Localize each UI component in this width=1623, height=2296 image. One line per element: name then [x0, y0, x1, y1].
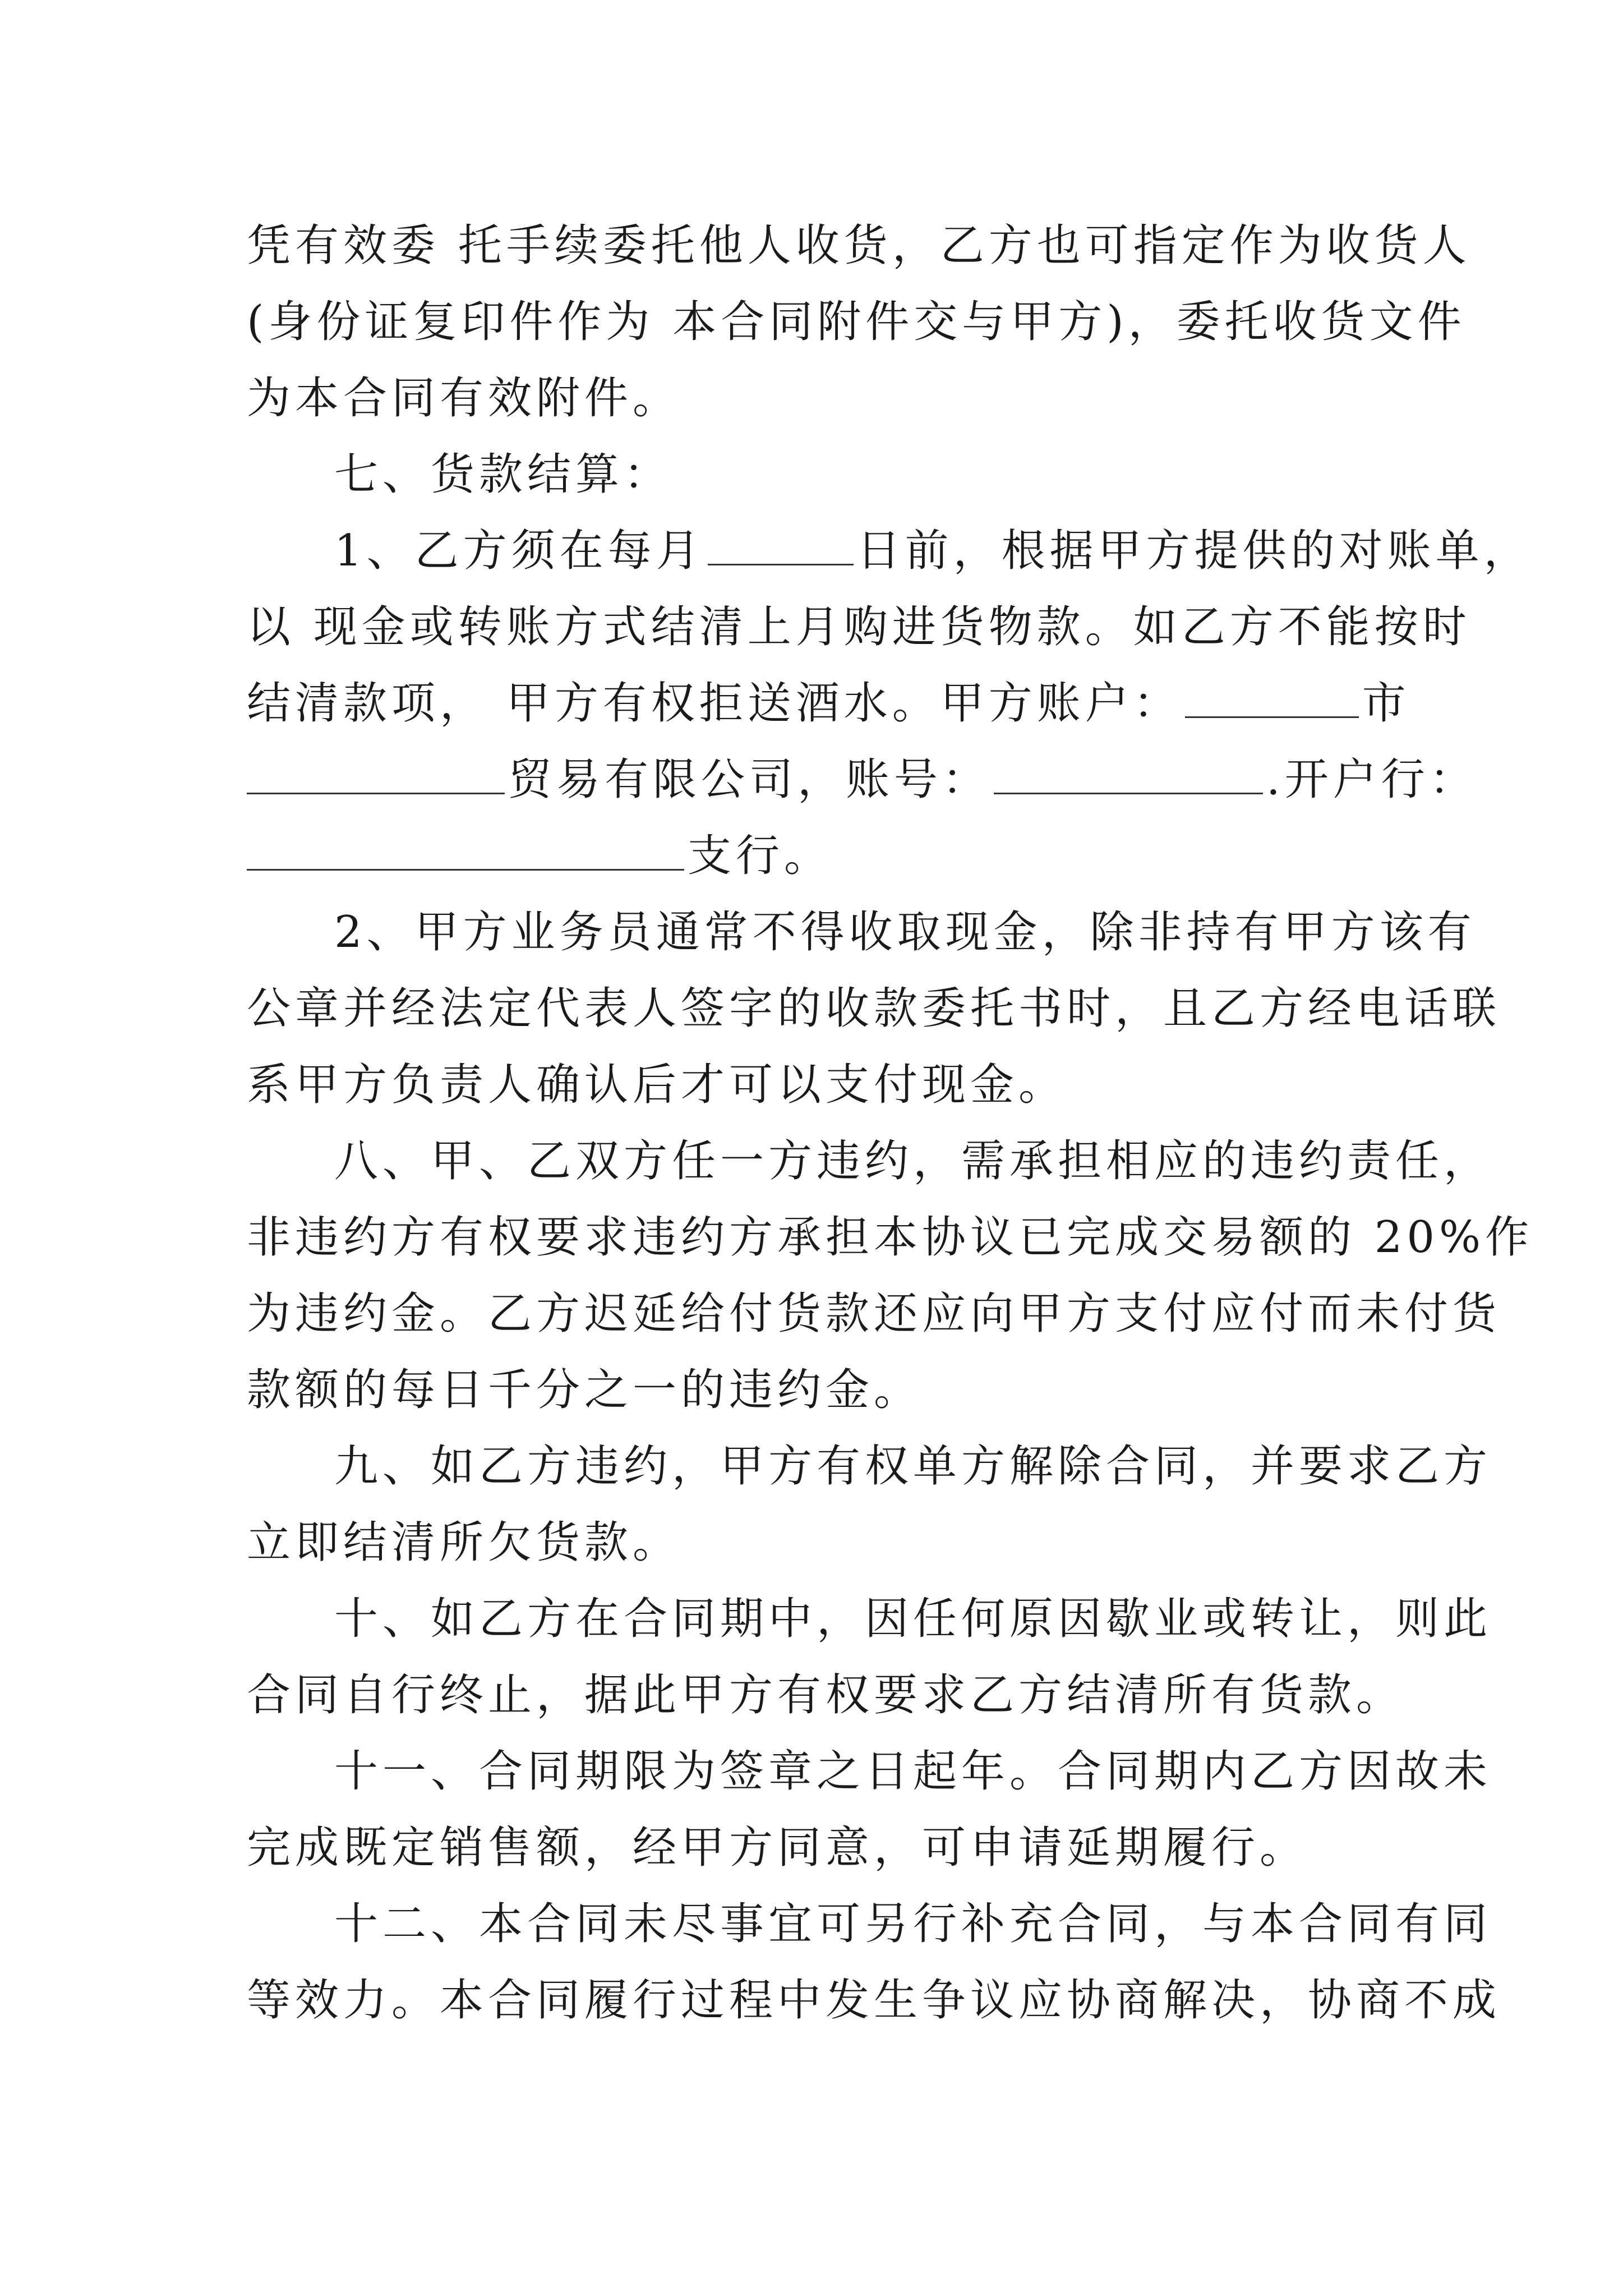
text-line: [247, 665, 1410, 742]
blank-field-account: [994, 753, 1263, 794]
text-segment: 结清款项， 甲方有权拒送酒水。甲方账户：: [247, 678, 1182, 729]
text-segment: 支行。: [688, 831, 833, 881]
text-segment: 贸易有限公司，账号：: [508, 754, 991, 805]
text-line: 合同自行终止，据此甲方有权要求乙方结清所有货款。: [247, 1670, 1405, 1720]
text-segment: .开户行：: [1266, 754, 1478, 805]
text-line: 款额的每日千分之一的违约金。: [247, 1365, 923, 1415]
blank-field-bank: [247, 830, 684, 871]
text-line: [247, 513, 1532, 589]
text-line: 2、甲方业务员通常不得收取现金，除非持有甲方该有: [334, 907, 1476, 958]
text-line: 十、如乙方在合同期中，因任何原因歇业或转让，则此: [334, 1594, 1492, 1644]
text-line: 凭有效委 托手续委托他人收货，乙方也可指定作为收货人: [247, 220, 1471, 271]
text-line: 九、如乙方违约，甲方有权单方解除合同，并要求乙方: [334, 1441, 1492, 1492]
contract-text: [247, 208, 1534, 2039]
text-line: 八、甲、乙双方任一方违约，需承担相应的违约责任，: [334, 1136, 1492, 1186]
blank-field-company: [247, 753, 505, 794]
text-line: 完成既定销售额，经甲方同意，可申请延期履行。: [247, 1823, 1308, 1873]
blank-field-day: [708, 524, 854, 565]
text-line: 十二、本合同未尽事宜可另行补充合同，与本合同有同: [334, 1899, 1492, 1949]
text-line: 公章并经法定代表人签字的收款委托书时，且乙方经电话联: [247, 983, 1501, 1034]
blank-field-city: [1185, 677, 1359, 718]
text-segment: 日前，根据甲方提供的对账单，: [856, 526, 1532, 576]
text-line: 立即结清所欠货款。: [247, 1517, 681, 1568]
text-segment: 市: [1362, 678, 1410, 729]
text-line: 等效力。本合同履行过程中发生争议应协商解决，协商不成: [247, 1975, 1501, 2026]
text-line: 以 现金或转账方式结清上月购进货物款。如乙方不能按时: [247, 602, 1471, 652]
text-line: [247, 818, 1385, 894]
text-line: [247, 742, 1478, 818]
text-segment: 1、乙方须在每月: [334, 526, 704, 576]
text-line: 系甲方负责人确认后才可以支付现金。: [247, 1060, 1067, 1110]
text-line: (身份证复印件作为 本合同附件交与甲方)，委托收货文件: [247, 297, 1466, 347]
text-line: 为本合同有效附件。: [247, 373, 681, 424]
text-line: 为违约金。乙方迟延给付货款还应向甲方支付应付而未付货: [247, 1289, 1501, 1339]
text-line: 非违约方有权要求违约方承担本协议已完成交易额的 20%作: [247, 1212, 1534, 1263]
text-line: 十一、合同期限为签章之日起年。合同期内乙方因故未: [334, 1746, 1492, 1797]
section-heading: 七、货款结算：: [334, 449, 672, 500]
